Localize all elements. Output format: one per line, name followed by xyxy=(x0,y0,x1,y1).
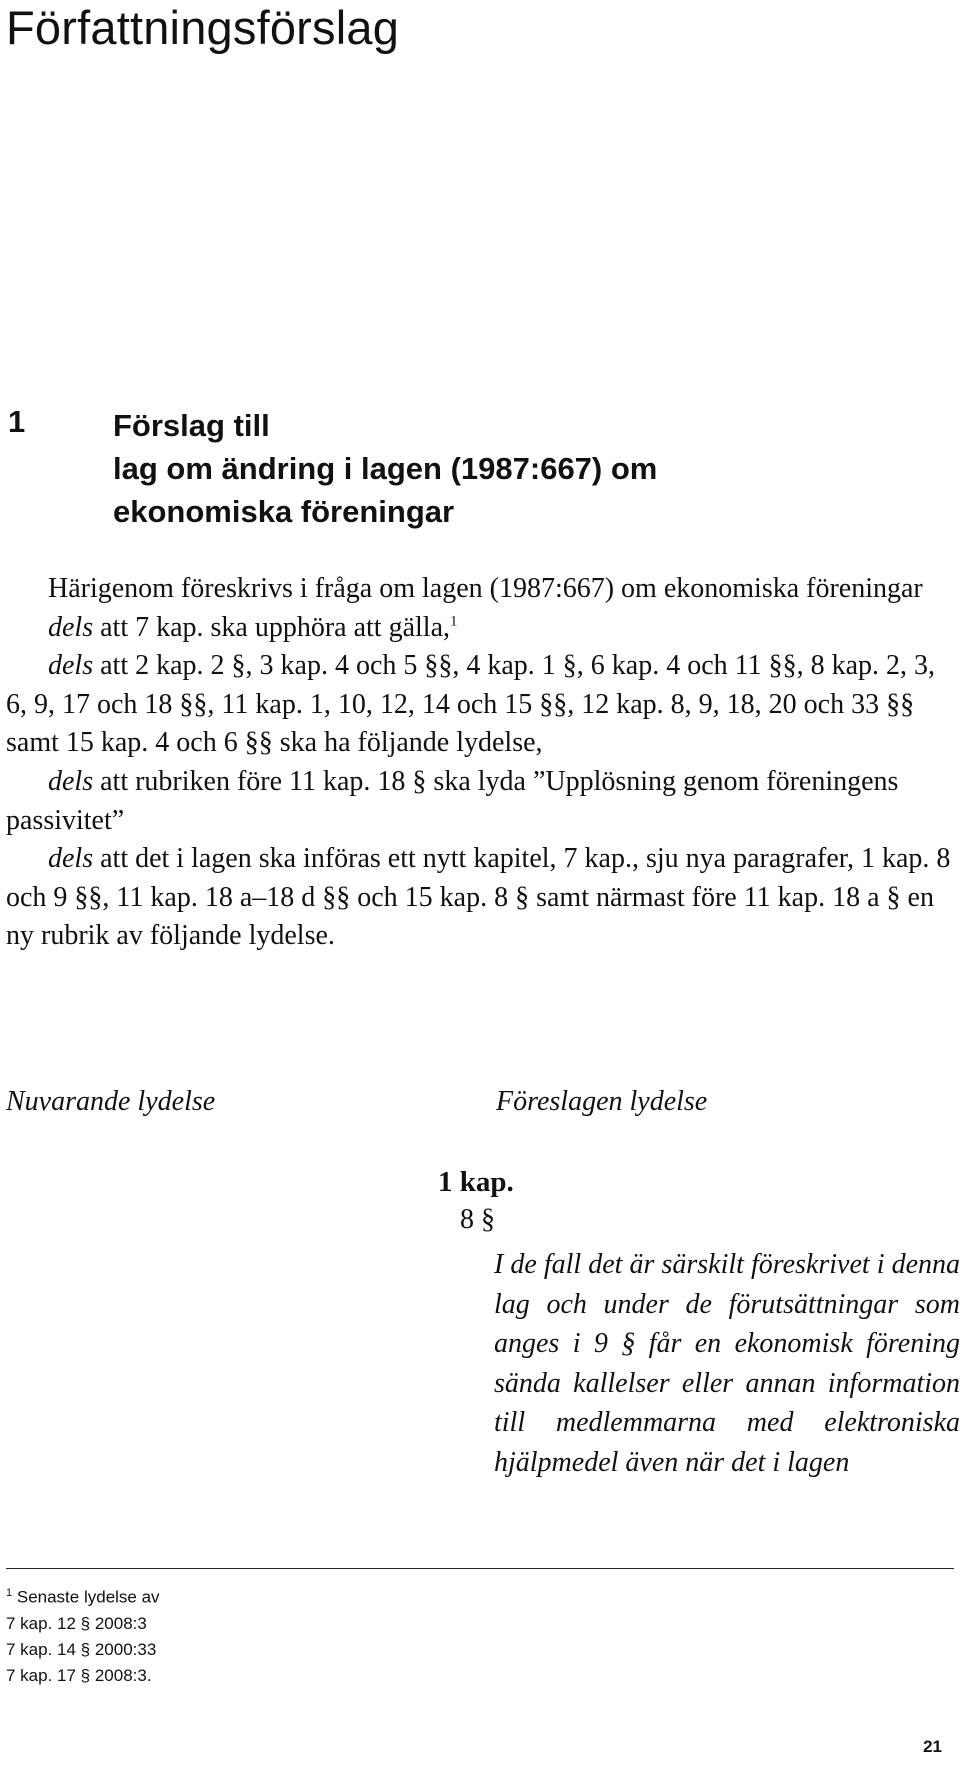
section-heading xyxy=(113,404,933,533)
section-heading-line: Förslag till xyxy=(113,408,270,443)
proposed-text-column xyxy=(438,1163,960,1482)
footnote-line: 7 kap. 12 § 2008:3 xyxy=(6,1613,147,1633)
page-number: 21 xyxy=(923,1737,942,1756)
footnote-line: 7 kap. 14 § 2000:33 xyxy=(6,1639,157,1659)
dels-keyword: dels xyxy=(48,650,94,682)
paragraph-text: att rubriken före 11 kap. 18 § ska lyda ”Upplösning genom föreningens passivitet” xyxy=(6,765,899,836)
footnotes xyxy=(6,1580,406,1689)
footnote-ref[interactable]: 1 xyxy=(450,613,458,630)
dels-keyword: dels xyxy=(48,843,94,875)
intro-paragraph: Härigenom föreskrivs i fråga om lagen (1987:667) om ekonomiska föreningar xyxy=(48,573,923,604)
intro-paragraph xyxy=(6,609,960,648)
section-heading-line: lag om ändring i lagen (1987:667) om xyxy=(113,451,658,486)
section-heading-line: ekonomiska föreningar xyxy=(113,494,455,529)
dels-keyword: dels xyxy=(48,611,94,643)
proposed-paragraph-text: I de fall det är särskilt föreskrivet i denna lag och under de förutsättningar som anges i 9 § får en ekonomisk förening sända kallelser eller annan information till medlemmarna med elektroniska hjälpmedel även när det i lagen xyxy=(494,1249,960,1478)
intro-paragraph xyxy=(6,840,960,956)
footnote-divider xyxy=(6,1568,954,1569)
column-heading-current: Nuvarande lydelse xyxy=(6,1086,216,1117)
paragraph-text: att 2 kap. 2 §, 3 kap. 4 och 5 §§, 4 kap. 1 §, 6 kap. 4 och 11 §§, 8 kap. 2, 3, 6, 9, 17 och 18 §§, 11 kap. 1, 10, 12, 14 och 15 §§, 12 kap. 8, 9, 18, 20 och 33 §§ samt 15 kap. 4 och 6 §§ ska ha följande lydelse, xyxy=(6,650,936,759)
dels-keyword: dels xyxy=(48,765,94,797)
paragraph-text: att det i lagen ska införas ett nytt kapitel, 7 kap., sju nya paragrafer, 1 kap. 8 och 9 §§, 11 kap. 18 a–18 d §§ och 15 kap. 8 § samt närmast före 11 kap. 18 a § en ny rubrik av följande lydelse. xyxy=(6,843,951,952)
footnote-line: $^1$ Senaste lydelse av xyxy=(6,1587,160,1607)
column-heading-proposed: Föreslagen lydelse xyxy=(496,1086,708,1117)
footnote-marker: 1 xyxy=(6,1587,13,1599)
chapter-label: 1 kap. xyxy=(438,1166,514,1198)
intro-paragraph xyxy=(6,763,960,840)
section-number: 1 xyxy=(8,404,26,439)
paragraph-text: att 7 kap. ska upphöra att gälla, xyxy=(93,611,450,643)
paragraph-label: 8 § xyxy=(460,1204,495,1235)
footnote-line: 7 kap. 17 § 2008:3. xyxy=(6,1665,152,1685)
page-title: Författningsförslag xyxy=(6,1,400,54)
intro-paragraph xyxy=(6,647,960,763)
intro-text xyxy=(6,570,960,956)
